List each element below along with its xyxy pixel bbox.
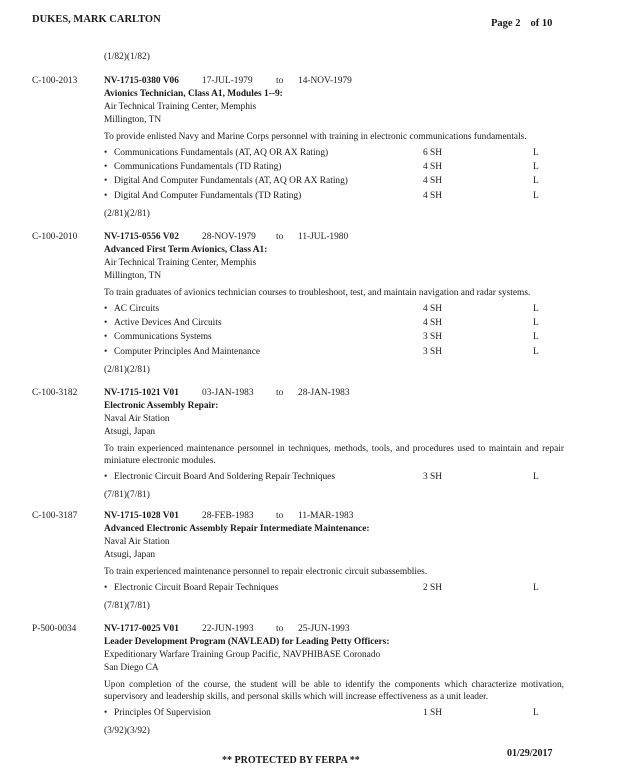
page-total: of 10 [530, 18, 553, 29]
credit-level: L [533, 176, 539, 187]
end-date: 28-JAN-1983 [298, 388, 350, 398]
semester-hours: 6 SH [423, 147, 443, 158]
start-date: 17-JUL-1979 [202, 76, 253, 86]
subject-name: Computer Principles And Maintenance [114, 346, 261, 357]
subject-name: Digital And Computer Fundamentals (AT, AQ OR AX Rating) [114, 176, 348, 187]
start-date: 22-JUN-1993 [202, 624, 254, 634]
bullet-icon: • [104, 332, 108, 343]
end-date: 25-JUN-1993 [298, 624, 350, 634]
bullet-icon: • [104, 707, 108, 718]
credit-row [104, 304, 564, 318]
training-city: Atsugi, Japan [104, 427, 156, 437]
subject-name: AC Circuits [114, 303, 160, 314]
credit-recommendations [104, 472, 564, 486]
course-id: NV-1715-0556 V02 [104, 232, 179, 242]
ace-code: C-100-3182 [32, 388, 78, 398]
semester-hours: 4 SH [423, 190, 443, 201]
bullet-icon: • [104, 318, 108, 329]
credit-level: L [533, 346, 539, 357]
course-id-dates [104, 232, 564, 245]
course-id: NV-1717-0025 V01 [104, 624, 179, 634]
credit-level: L [533, 707, 539, 718]
subject-name: Electronic Circuit Board And Soldering Repair Techniques [114, 471, 335, 482]
bullet-icon: • [104, 582, 108, 593]
credit-level: L [533, 190, 539, 201]
previous-entry-reference: (1/82)(1/82) [104, 52, 150, 62]
credit-level: L [533, 318, 539, 329]
ace-code: C-100-2010 [32, 232, 78, 242]
semester-hours: 1 SH [423, 707, 443, 718]
subject-name: Active Devices And Circuits [114, 318, 222, 329]
date-separator: to [276, 76, 284, 86]
exhibit-reference: (2/81)(2/81) [104, 208, 150, 219]
ace-code: P-500-0034 [32, 624, 77, 634]
exhibit-reference: (2/81)(2/81) [104, 364, 150, 375]
course-details [104, 511, 564, 613]
semester-hours: 2 SH [423, 582, 443, 593]
start-date: 28-FEB-1983 [202, 511, 254, 521]
end-date: 14-NOV-1979 [298, 76, 352, 86]
bullet-icon: • [104, 190, 108, 201]
credit-row [104, 472, 564, 486]
course-description: Upon completion of the course, the student will be able to identify the components which characterize motivation, supervisory and leadership skills, and personal skills which will increase effectiveness as a unit leader. [104, 680, 564, 702]
bullet-icon: • [104, 147, 108, 158]
course-title: Leader Development Program (NAVLEAD) for Leading Petty Officers: [104, 637, 390, 647]
course-description: To train graduates of avionics technician courses to troubleshoot, test, and maintain navigation and radar systems. [104, 288, 531, 298]
credit-level: L [533, 147, 539, 158]
semester-hours: 4 SH [423, 318, 443, 329]
course-id-dates [104, 388, 564, 401]
training-city: San Diego CA [104, 663, 159, 673]
semester-hours: 4 SH [423, 162, 443, 173]
credit-level: L [533, 162, 539, 173]
subject-name: Communications Fundamentals (AT, AQ OR AX Rating) [114, 147, 329, 158]
date-separator: to [276, 511, 284, 521]
start-date: 03-JAN-1983 [202, 388, 254, 398]
training-city: Atsugi, Japan [104, 550, 156, 560]
ferpa-notice: ** PROTECTED BY FERPA ** [222, 755, 360, 766]
course-description: To provide enlisted Navy and Marine Corps personnel with training in electronic communications fundamentals. [104, 132, 527, 142]
credit-row [104, 347, 564, 361]
credit-recommendations [104, 148, 564, 205]
page-number: Page 2 [491, 18, 521, 29]
bullet-icon: • [104, 346, 108, 357]
credit-row [104, 318, 564, 332]
print-date: 01/29/2017 [507, 748, 553, 759]
semester-hours: 4 SH [423, 176, 443, 187]
page-indicator [491, 17, 552, 30]
credit-row [104, 148, 564, 162]
course-id: NV-1715-0380 V06 [104, 76, 179, 86]
course-details [104, 76, 564, 221]
exhibit-reference: (3/92)(3/92) [104, 725, 150, 736]
course-title: Avionics Technician, Class A1, Modules 1--9: [104, 89, 283, 99]
course-title: Advanced Electronic Assembly Repair Intermediate Maintenance: [104, 524, 370, 534]
semester-hours: 3 SH [423, 332, 443, 343]
training-location: Naval Air Station [104, 414, 170, 424]
subject-name: Principles Of Supervision [114, 707, 211, 718]
credit-recommendations [104, 583, 564, 597]
exhibit-reference: (7/81)(7/81) [104, 601, 150, 612]
course-id-dates [104, 511, 564, 524]
course-details [104, 232, 564, 377]
course-id-dates [104, 76, 564, 89]
credit-recommendations [104, 304, 564, 361]
exhibit-reference: (7/81)(7/81) [104, 489, 150, 500]
training-location: Expeditionary Warfare Training Group Pacific, NAVPHIBASE Coronado [104, 650, 381, 660]
credit-row [104, 708, 564, 722]
student-name: DUKES, MARK CARLTON [32, 14, 161, 25]
credit-row [104, 162, 564, 176]
training-city: Millington, TN [104, 115, 162, 125]
course-title: Advanced First Term Avionics, Class A1: [104, 245, 268, 255]
course-details [104, 388, 564, 502]
bullet-icon: • [104, 471, 108, 482]
course-details [104, 624, 564, 738]
credit-row [104, 583, 564, 597]
bullet-icon: • [104, 176, 108, 187]
course-id: NV-1715-1021 V01 [104, 388, 179, 398]
subject-name: Communications Systems [114, 332, 212, 343]
date-separator: to [276, 232, 284, 242]
training-location: Air Technical Training Center, Memphis [104, 258, 257, 268]
credit-recommendations [104, 708, 564, 722]
semester-hours: 3 SH [423, 471, 443, 482]
ace-code: C-100-2013 [32, 76, 78, 86]
start-date: 28-NOV-1979 [202, 232, 256, 242]
training-city: Millington, TN [104, 271, 162, 281]
credit-row [104, 191, 564, 205]
course-description: To train experienced maintenance personnel in techniques, methods, tools, and procedures used to maintain and repair miniature electronic modules. [104, 444, 564, 466]
bullet-icon: • [104, 303, 108, 314]
credit-level: L [533, 332, 539, 343]
subject-name: Digital And Computer Fundamentals (TD Rating) [114, 190, 302, 201]
semester-hours: 3 SH [423, 346, 443, 357]
ace-code: C-100-3187 [32, 511, 78, 521]
end-date: 11-MAR-1983 [298, 511, 354, 521]
course-description: To train experienced maintenance personnel to repair electronic circuit subassemblies. [104, 567, 428, 577]
training-location: Naval Air Station [104, 537, 170, 547]
semester-hours: 4 SH [423, 303, 443, 314]
end-date: 11-JUL-1980 [298, 232, 349, 242]
credit-level: L [533, 303, 539, 314]
course-id: NV-1715-1028 V01 [104, 511, 179, 521]
subject-name: Electronic Circuit Board Repair Techniques [114, 582, 279, 593]
training-location: Air Technical Training Center, Memphis [104, 102, 257, 112]
date-separator: to [276, 388, 284, 398]
credit-level: L [533, 471, 539, 482]
course-title: Electronic Assembly Repair: [104, 401, 219, 411]
credit-row [104, 332, 564, 346]
subject-name: Communications Fundamentals (TD Rating) [114, 162, 282, 173]
date-separator: to [276, 624, 284, 634]
credit-level: L [533, 582, 539, 593]
bullet-icon: • [104, 162, 108, 173]
credit-row [104, 176, 564, 190]
course-id-dates [104, 624, 564, 637]
